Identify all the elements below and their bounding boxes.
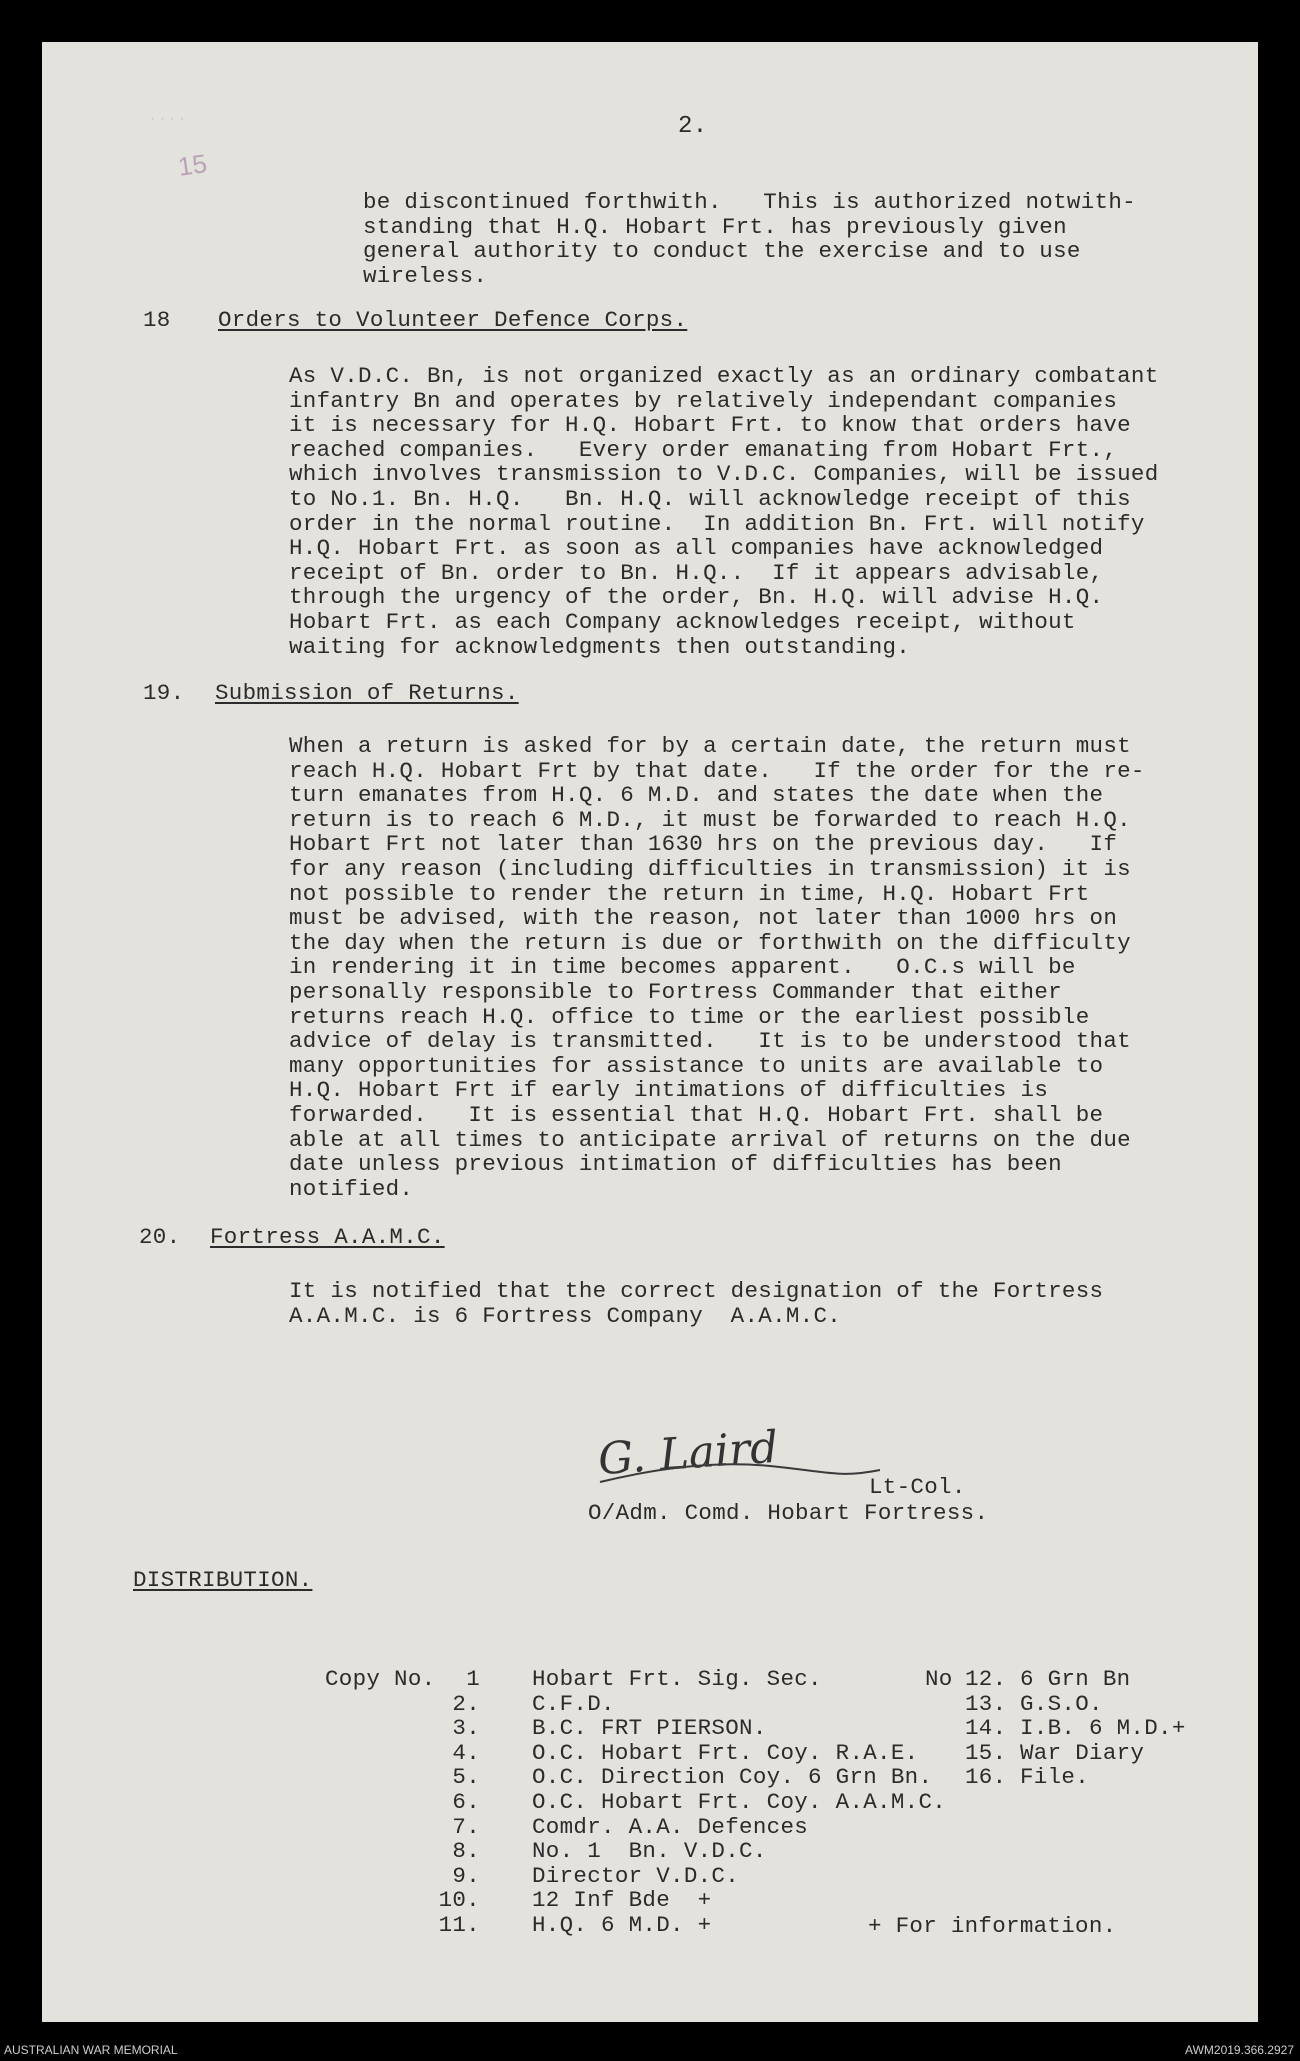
paragraph-line: must be advised, with the reason, not later than 1000 hrs on — [289, 905, 1118, 932]
paragraph-line: infantry Bn and operates by relatively independant companies — [289, 387, 1118, 414]
distribution-recipient: B.C. FRT PIERSON. — [532, 1715, 767, 1742]
distribution-recipient: 12 Inf Bde + — [532, 1887, 712, 1914]
paragraph-line: many opportunities for assistance to units are available to — [289, 1052, 1104, 1079]
paragraph-line: through the urgency of the order, Bn. H.Q. will advise H.Q. — [289, 584, 1104, 611]
paragraph-line: reach H.Q. Hobart Frt by that date. If the order for the re- — [289, 757, 1145, 784]
distribution-copy-number: 15. — [965, 1739, 1007, 1766]
paragraph-line: When a return is asked for by a certain date, the return must — [289, 733, 1131, 759]
section-19-number: 19. — [143, 680, 185, 706]
copy-no-label: Copy No. — [325, 1666, 436, 1692]
paragraph-line: As V.D.C. Bn, is not organized exactly as an ordinary combatant — [289, 363, 1159, 389]
paragraph-line: for any reason (including difficulties in transmission) it is — [289, 855, 1131, 882]
paragraph-line: which involves transmission to V.D.C. Companies, will be issued — [289, 461, 1159, 488]
distribution-recipient: File. — [1020, 1764, 1090, 1791]
distribution-copy-number: 7. — [452, 1813, 480, 1840]
distribution-recipient: I.B. 6 M.D.+ — [1020, 1715, 1186, 1742]
distribution-copy-number: 5. — [452, 1764, 480, 1791]
distribution-copy-number: 8. — [452, 1838, 480, 1865]
section-18-number: 18 — [143, 307, 171, 333]
section-19-body — [289, 734, 1145, 1201]
distribution-copy-number: 6. — [452, 1789, 480, 1815]
distribution-recipient: G.S.O. — [1020, 1690, 1103, 1717]
paragraph-line: Hobart Frt. as each Company acknowledges receipt, without — [289, 608, 1076, 635]
distribution-copy-number: 16. — [965, 1764, 1007, 1791]
paragraph-line: personally responsible to Fortress Commander that either — [289, 978, 1062, 1005]
paragraph-line: standing that H.Q. Hobart Frt. has previously given — [363, 213, 1067, 240]
distribution-recipient: War Diary — [1020, 1739, 1145, 1766]
paragraph-line: forwarded. It is essential that H.Q. Hobart Frt. shall be — [289, 1101, 1104, 1128]
distribution-copy-number: 13. — [965, 1690, 1007, 1717]
distribution-heading: DISTRIBUTION. — [133, 1567, 313, 1593]
pencil-folio-mark: 15 — [175, 148, 209, 182]
distribution-recipient: H.Q. 6 M.D. + — [532, 1912, 712, 1938]
paragraph-line: Hobart Frt not later than 1630 hrs on the previous day. If — [289, 831, 1118, 858]
distribution-copy-number: 1 — [466, 1666, 480, 1692]
paragraph-line: A.A.M.C. is 6 Fortress Company A.A.M.C. — [289, 1302, 842, 1329]
distribution-copy-number: 12. — [965, 1666, 1007, 1692]
paragraph-line: reached companies. Every order emanating from Hobart Frt., — [289, 436, 1118, 463]
no-label: No — [925, 1666, 953, 1692]
distribution-recipient: C.F.D. — [532, 1690, 615, 1717]
faint-mark: · · · · — [150, 110, 185, 127]
distribution-recipient: Hobart Frt. Sig. Sec. — [532, 1666, 822, 1692]
distribution-recipient: Director V.D.C. — [532, 1862, 740, 1889]
paragraph-line: not possible to render the return in time, H.Q. Hobart Frt — [289, 880, 1090, 907]
paragraph-line: to No.1. Bn. H.Q. Bn. H.Q. will acknowledge receipt of this — [289, 485, 1131, 512]
handwritten-signature: G. Laird — [596, 1421, 780, 1486]
paragraph-line: turn emanates from H.Q. 6 M.D. and states the date when the — [289, 782, 1104, 809]
paragraph-line: notified. — [289, 1175, 414, 1202]
paragraph-line: able at all times to anticipate arrival of returns on the due — [289, 1126, 1131, 1153]
distribution-copy-number: 14. — [965, 1715, 1007, 1742]
distribution-recipient: 6 Grn Bn — [1020, 1666, 1131, 1692]
paragraph-line: it is necessary for H.Q. Hobart Frt. to know that orders have — [289, 412, 1131, 439]
paragraph-line: be discontinued forthwith. This is authorized notwith- — [363, 189, 1136, 215]
distribution-copy-number: 4. — [452, 1739, 480, 1766]
distribution-copy-number: 9. — [452, 1862, 480, 1889]
signature-appointment: O/Adm. Comd. Hobart Fortress. — [588, 1500, 989, 1526]
distribution-copy-number: 10. — [438, 1887, 480, 1914]
distribution-recipient: Comdr. A.A. Defences — [532, 1813, 809, 1840]
paragraph-line: date unless previous intimation of difficulties has been — [289, 1151, 1062, 1178]
paragraph-line: It is notified that the correct designation of the Fortress — [289, 1278, 1104, 1304]
signature-rank: Lt-Col. — [869, 1474, 966, 1500]
section-19-heading: Submission of Returns. — [215, 680, 519, 706]
paragraph-line: in rendering it in time becomes apparent. O.C.s will be — [289, 954, 1076, 981]
signature-flourish — [590, 1430, 890, 1500]
paragraph-line: receipt of Bn. order to Bn. H.Q.. If it appears advisable, — [289, 559, 1104, 586]
section-18-heading: Orders to Volunteer Defence Corps. — [218, 307, 688, 333]
page-number: 2. — [678, 113, 708, 140]
section-20-number: 20. — [139, 1224, 181, 1250]
paragraph-line: wireless. — [363, 262, 488, 289]
distribution-recipient: No. 1 Bn. V.D.C. — [532, 1838, 767, 1865]
footer-right: AWM2019.366.2927 — [1185, 2043, 1294, 2057]
distribution-note: + For information. — [868, 1913, 1117, 1939]
distribution-recipient: O.C. Hobart Frt. Coy. R.A.E. — [532, 1739, 919, 1766]
paragraph-line: general authority to conduct the exercise and to use — [363, 238, 1081, 265]
footer-left: AUSTRALIAN WAR MEMORIAL — [4, 2043, 178, 2057]
paragraph-line: advice of delay is transmitted. It is to be understood that — [289, 1028, 1131, 1055]
section-20-heading: Fortress A.A.M.C. — [210, 1224, 445, 1250]
paragraph-line: order in the normal routine. In addition Bn. Frt. will notify — [289, 510, 1145, 537]
section-20-body — [289, 1279, 1103, 1328]
paragraph-line: H.Q. Hobart Frt. as soon as all companies have acknowledged — [289, 535, 1104, 562]
opening-paragraph — [363, 190, 1136, 288]
paragraph-line: waiting for acknowledgments then outstanding. — [289, 633, 911, 660]
distribution-copy-number: 3. — [452, 1715, 480, 1742]
paragraph-line: returns reach H.Q. office to time or the earliest possible — [289, 1003, 1090, 1030]
distribution-copy-number: 2. — [452, 1690, 480, 1717]
distribution-copy-number: 11. — [438, 1912, 480, 1938]
paragraph-line: H.Q. Hobart Frt if early intimations of difficulties is — [289, 1077, 1049, 1104]
paragraph-line: the day when the return is due or forthwith on the difficulty — [289, 929, 1131, 956]
paragraph-line: return is to reach 6 M.D., it must be forwarded to reach H.Q. — [289, 806, 1131, 833]
section-18-body — [289, 364, 1159, 659]
distribution-recipient: O.C. Hobart Frt. Coy. A.A.M.C. — [532, 1789, 947, 1815]
distribution-recipient: O.C. Direction Coy. 6 Grn Bn. — [532, 1764, 933, 1791]
